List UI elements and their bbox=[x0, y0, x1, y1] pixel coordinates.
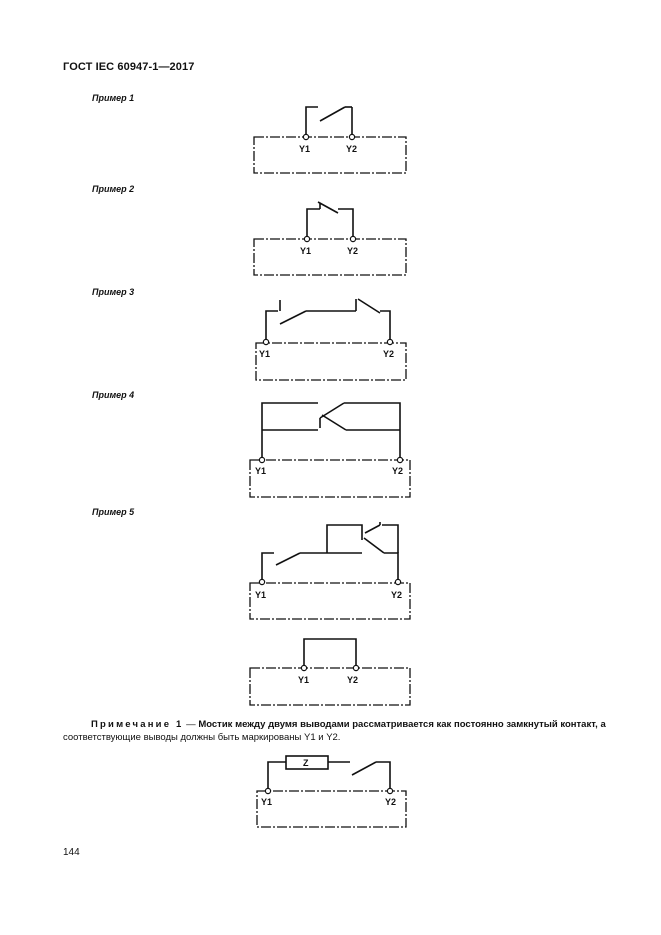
terminal-y2-ex1 bbox=[349, 134, 354, 139]
impedance-label: Z bbox=[303, 758, 309, 768]
note-text-bold: Мостик между двумя выводами рассматривается как постоянно замкнутый контакт, а bbox=[198, 719, 606, 730]
example-4-label: Пример 4 bbox=[92, 390, 135, 400]
terminal-y2-ex3 bbox=[387, 339, 392, 344]
label-y2-ex4: Y2 bbox=[392, 466, 404, 476]
label-y1-ex1: Y1 bbox=[299, 144, 311, 154]
note-dash: — bbox=[186, 719, 196, 730]
example-1-label: Пример 1 bbox=[92, 93, 135, 103]
diagram-bridge bbox=[250, 639, 410, 705]
terminal-y1-ex4 bbox=[259, 457, 264, 462]
label-y2-ex3: Y2 bbox=[383, 349, 395, 359]
label-y2-ex2: Y2 bbox=[347, 246, 359, 256]
label-y1-bridge: Y1 bbox=[298, 675, 310, 685]
note-text-rest: соответствующие выводы должны быть маркированы Y1 и Y2. bbox=[63, 732, 341, 743]
terminal-y2-ex4 bbox=[397, 457, 402, 462]
document-header: ГОСТ IEC 60947-1—2017 bbox=[63, 61, 195, 73]
terminal-y2-bridge bbox=[353, 665, 358, 670]
terminal-y1-ex5 bbox=[259, 579, 264, 584]
label-y1-impedance: Y1 bbox=[261, 797, 273, 807]
label-y1-ex2: Y1 bbox=[300, 246, 312, 256]
example-3-label: Пример 3 bbox=[92, 287, 135, 297]
terminal-y1-ex1 bbox=[303, 134, 308, 139]
terminal-y1-ex3 bbox=[263, 339, 268, 344]
note-heading: Примечание 1 bbox=[91, 719, 184, 730]
diagram-example-2 bbox=[254, 202, 406, 275]
terminal-y2-impedance bbox=[387, 788, 392, 793]
label-y2-ex5: Y2 bbox=[391, 590, 403, 600]
diagram-example-3 bbox=[256, 299, 406, 380]
terminal-y1-impedance bbox=[265, 788, 270, 793]
terminal-y1-bridge bbox=[301, 665, 306, 670]
page-number: 144 bbox=[63, 847, 80, 858]
label-y2-bridge: Y2 bbox=[347, 675, 359, 685]
terminal-points bbox=[259, 134, 402, 793]
label-y1-ex5: Y1 bbox=[255, 590, 267, 600]
diagram-example-4 bbox=[250, 403, 410, 497]
label-y1-ex4: Y1 bbox=[255, 466, 267, 476]
terminal-y1-ex2 bbox=[304, 236, 309, 241]
diagram-example-5 bbox=[250, 522, 410, 619]
terminal-y2-ex2 bbox=[350, 236, 355, 241]
label-y1-ex3: Y1 bbox=[259, 349, 271, 359]
note-paragraph bbox=[63, 718, 611, 744]
example-2-label: Пример 2 bbox=[92, 184, 135, 194]
diagram-impedance bbox=[257, 756, 406, 827]
diagram-example-1 bbox=[254, 107, 406, 173]
example-5-label: Пример 5 bbox=[92, 507, 135, 517]
label-y2-ex1: Y2 bbox=[346, 144, 358, 154]
label-y2-impedance: Y2 bbox=[385, 797, 397, 807]
terminal-y2-ex5 bbox=[395, 579, 400, 584]
